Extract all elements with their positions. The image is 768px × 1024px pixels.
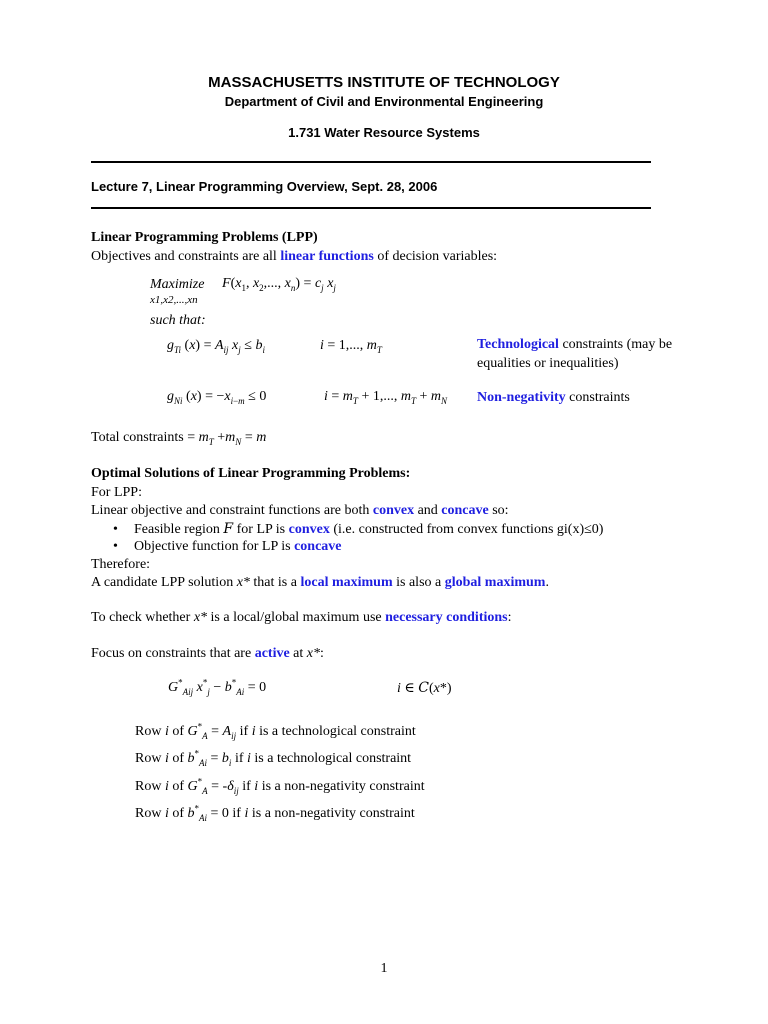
convex-term: convex [288, 522, 330, 537]
bullet-icon: • [113, 539, 118, 554]
technological-constraint-eq: $g_{Ti}$ $(x) = A_{ij}$ $x_j \le b_i$ [167, 338, 265, 355]
bullet-objective-function [113, 539, 342, 556]
nonneg-index-range: $i = m_T + 1$,..., $m_T + m_N$ [324, 389, 448, 406]
focus-text: Focus on constraints that are [91, 646, 255, 661]
candidate-text: A candidate LPP solution [91, 575, 237, 590]
local-maximum-term: local maximum [300, 575, 393, 590]
convex-line-text: Linear objective and constraint functions are both [91, 503, 373, 518]
institute-title: MASSACHUSETTS INSTITUTE OF TECHNOLOGY [208, 74, 560, 91]
active-constraint-eq: $G^*_{Aij}$ $x^*_j - b^*_{Ai} = 0$ [168, 677, 267, 697]
bullet-text: (i.e. constructed from convex functions gi(x)≤0) [329, 522, 604, 537]
bullet-icon: • [113, 522, 118, 537]
technological-index-range: i = 1,..., $m_T$ [320, 338, 382, 355]
page-number: 1 [380, 961, 388, 976]
row-ga-technological: Row i of $G^*_A = A_{ij}$ if i is a technological constraint [135, 721, 416, 741]
nonneg-desc-text: constraints [565, 390, 630, 405]
bullet-text: Objective function for LP is [134, 539, 295, 554]
total-constraints: Total constraints = $m_T +m_N = m$ [91, 430, 267, 447]
focus-active-line: Focus on constraints that are active at x*: [91, 646, 324, 661]
lpp-heading: Linear Programming Problems (LPP) [91, 230, 318, 245]
convex-concave-line [91, 503, 509, 520]
optimal-heading: Optimal Solutions of Linear Programming Problems: [91, 466, 411, 481]
lecture-title: Lecture 7, Linear Programming Overview, Sept. 28, 2006 [91, 179, 438, 194]
linear-functions-term: linear functions [280, 249, 374, 264]
therefore-label: Therefore: [91, 557, 151, 572]
lpp-intro [91, 249, 497, 266]
row-b-technological: Row i of $b^*_{Ai} = b_i$ if i is a technological constraint [135, 748, 412, 768]
bullet-feasible-region [113, 521, 603, 539]
lpp-intro-end: of decision variables: [373, 249, 498, 264]
x-star: x* [193, 610, 208, 625]
candidate-text: . [545, 575, 549, 590]
maximize-label: Maximize [150, 277, 205, 292]
bullet-text: for LP is [233, 522, 289, 537]
active-term: active [254, 646, 290, 661]
nonneg-desc [477, 390, 630, 407]
such-that-label: such that: [150, 313, 206, 328]
objective-function: $F(x_1$, $x_2$,..., $x_n) = c_j$ $x_j$ [222, 276, 336, 293]
lpp-intro-text: Objectives and constraints are all [91, 249, 281, 264]
necessary-conditions-term: necessary conditions [385, 610, 508, 625]
course-title: 1.731 Water Resource Systems [288, 125, 480, 140]
nonneg-constraint-eq: $g_{Ni}$ $(x) = -x_{i-m} \le 0$ [167, 389, 267, 406]
maximize-vars: x1,x2,...,xn [150, 294, 198, 306]
active-set: i ∈ C(x*) [397, 680, 452, 696]
concave-term: concave [294, 539, 342, 554]
feasible-region-symbol: F [223, 521, 234, 537]
bullet-text: Feasible region [134, 522, 224, 537]
so-text: so: [488, 503, 509, 518]
technological-desc-2: equalities or inequalities) [477, 356, 619, 371]
row-b-nonneg: Row i of $b^*_{Ai} = 0$ if i is a non-negativity constraint [135, 803, 415, 823]
global-maximum-term: global maximum [444, 575, 546, 590]
candidate-solution-line [91, 575, 549, 592]
for-lpp-label: For LPP: [91, 485, 142, 500]
header-rule-bottom [91, 207, 651, 209]
technological-term: Technological [477, 337, 559, 352]
concave-term: concave [441, 503, 489, 518]
convex-term: convex [372, 503, 415, 518]
nonneg-term: Non-negativity [477, 390, 566, 405]
row-ga-nonneg: Row i of $G^*_A = -\delta_{ij}$ if i is a non-negativity constraint [135, 776, 425, 796]
x-star: x* [236, 575, 250, 590]
candidate-text: is also a [392, 575, 445, 590]
check-maximum-line [91, 610, 512, 627]
department-title: Department of Civil and Environmental Engineering [224, 94, 544, 109]
candidate-text: that is a [249, 575, 301, 590]
and-text: and [414, 503, 442, 518]
check-text: To check whether [91, 610, 194, 625]
technological-desc [477, 337, 672, 354]
technological-desc-text: constraints (may be [558, 337, 673, 352]
check-text: is a local/global maximum use [207, 610, 386, 625]
header-rule-top [91, 161, 651, 163]
check-text: : [507, 610, 512, 625]
